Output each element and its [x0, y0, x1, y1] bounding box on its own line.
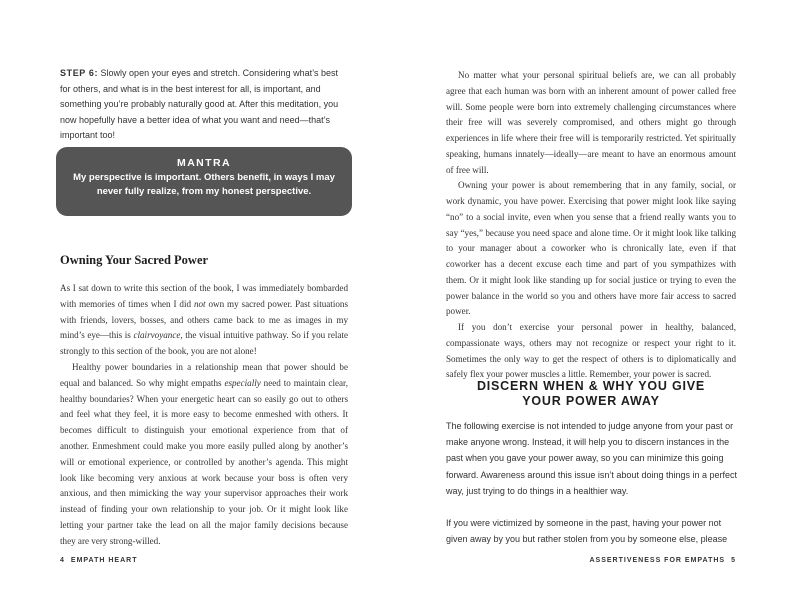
- text-run: , the visual intuitive pathway. So if you relate strongly to this section of the book, you are not alone!: [60, 330, 348, 357]
- emphasis: especially: [224, 377, 261, 388]
- left-body-text: [60, 281, 348, 550]
- page-number: 5: [731, 557, 736, 564]
- text-run: Healthy power boundaries in a relationship mean that power should be equal and balanced. So why might empaths: [60, 361, 348, 388]
- paragraph: Owning your power is about remembering that in any family, social, or work dynamic, you have power. Exercising that power might look like saying “no” to a social invite, even when you sense that a friend really wants you to say “yes,” because you need space and alone time. Or it might look like talking to your manager about a coworker who is chronically late, even if that coworker has a decent excuse each time and part of you sympathizes with them. Or it might look like standing up for social justice or trying to even the power balance in the world so you and others have more fair access to sacred power.: [446, 180, 736, 317]
- running-head: EMPATH HEART: [70, 557, 138, 564]
- heading-line: DISCERN WHEN & WHY YOU GIVE: [476, 379, 706, 393]
- mantra-box: [56, 147, 352, 216]
- paragraph: [60, 281, 348, 360]
- exercise-heading: [446, 379, 736, 409]
- text-run: As I sat down to write this section of the book, I was immediately bombarded with memories of times when I did: [60, 283, 348, 309]
- text-run: need to maintain clear, healthy boundaries? When your energetic heart can so easily go out to others and feel what they feel, it is more easy to become enmeshed with others. It becomes difficult to distinguish your emotional experience from that of another. Enmeshment could make you more easily pulled along by another’s will or emotional experience, or controlled by another’s agenda. This might look like becoming very anxious at work because your boss is often very anxious, and then mimicking the way your supervisor approaches their work instead of finding your own relationship to your job. Or it might look like letting your partner take the lead on all the major family decisions because they are very strong-willed.: [60, 377, 348, 546]
- text-run: own my sacred power. Past situations with friends, lovers, bosses, and others came back to me as images in my mind’s eye—this is: [60, 298, 348, 341]
- heading-line: YOUR POWER AWAY: [522, 394, 660, 408]
- left-footer: [60, 557, 137, 564]
- right-body-text: [446, 68, 736, 383]
- section-title: Owning Your Sacred Power: [60, 253, 209, 267]
- mantra-text: My perspective is important. Others benefit, in ways I may never fully realize, from my honest perspective.: [73, 172, 335, 197]
- step-text: Slowly open your eyes and stretch. Considering what’s best for others, and what is in the best interest for all, is important, and something you’re probably naturally good at. After this meditation, you now hopefully have a better idea of what you want and need—that’s important too!: [60, 68, 339, 140]
- exercise-text: [446, 418, 739, 563]
- emphasis: not: [193, 298, 206, 309]
- paragraph: No matter what your personal spiritual beliefs are, we can all probably agree that each human was born with an inherent amount of power called free will. Some people were born into extremely challenging circumstances where their free will was severely compromised, and others might go through experiences in life where their free will is temporarily restricted. Yet spiritually speaking, humans innately—ideally—are meant to have an enormous amount of free will.: [446, 70, 736, 175]
- right-footer: [568, 557, 736, 564]
- paragraph: If you don’t exercise your personal power in healthy, balanced, compassionate ways, others may not recognize or respect your right to it. Sometimes the only way to get the respect of others is to diplomatically and safely flex your power muscles a little. Remember, your power is sacred.: [446, 322, 736, 380]
- right-page: [397, 0, 793, 600]
- paragraph: If you were victimized by someone in the past, having your power not given away by you but rather stolen from you by someone else, please: [446, 518, 728, 545]
- paragraph: The following exercise is not intended to judge anyone from your past or make anyone wrong. Instead, it will help you to discern instances in the past when you gave your power away, so you can minimize this going forward. Awareness around this issue isn’t about doing things in a perfect way, just trying to do things in a healthier way.: [446, 421, 738, 496]
- mantra-title: MANTRA: [177, 157, 231, 169]
- page-number: 4: [60, 557, 65, 564]
- running-head: ASSERTIVENESS FOR EMPATHS: [589, 557, 726, 564]
- step-label: STEP 6:: [60, 68, 99, 78]
- paragraph: [60, 360, 348, 550]
- left-page: [0, 0, 396, 600]
- step-6-paragraph: [60, 66, 350, 144]
- emphasis: clairvoyance: [133, 330, 181, 341]
